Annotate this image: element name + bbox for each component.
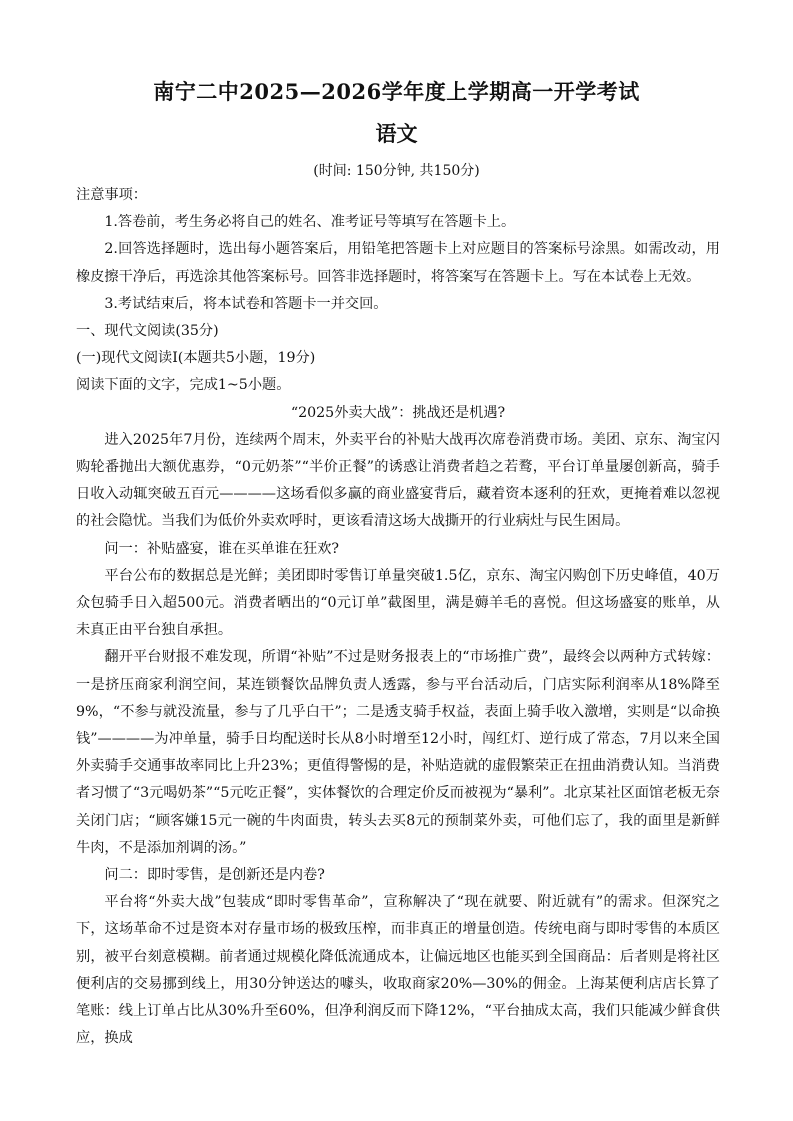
article-question-heading: 问一：补贴盛宴，谁在买单谁在狂欢? xyxy=(104,540,339,557)
article-paragraph: 平台将“外卖大战”包装成“即时零售革命”，宣称解决了“现在就要、附近就有”的需求。但深究之下，这场革命不过是资本对存量市场的极致压榨，而非真正的增量创造。传统电商与即时零售的本质区别，被平台刻意模糊。前者通过规模化降低流通成本，让偏远地区也能买到全国商品：后者则是将社区便利店的交易挪到线上，用30分钟送达的噱头，收取商家20%—30%的佣金。上海某便利店店长算了笔账：线上订单占比从30%升至60%，但净利润反而下降12%，“平台抽成太高，我们只能减少鲜食供应，换成 xyxy=(76,894,720,1047)
article-paragraph: 进入2025年7月份，连续两个周末，外卖平台的补贴大战再次席卷消费市场。美团、京东、淘宝闪购轮番抛出大额优惠券，“0元奶茶”“半价正餐”的诱惑让消费者趋之若鹜，平台订单量屡创新高，骑手日收入动辄突破五百元————这场看似多赢的商业盛宴背后，藏着资本逐利的狂欢，更掩着难以忽视的社会隐忧。当我们为低价外卖欢呼时，更该看清这场大战撕开的行业病灶与民生困局。 xyxy=(76,431,720,530)
section-heading: 一、现代文阅读(35分) xyxy=(76,323,219,340)
exam-title: 南宁二中2025—2026学年度上学期高一开学考试 xyxy=(153,79,640,104)
article-question-heading: 问二：即时零售，是创新还是内卷? xyxy=(104,867,325,884)
note-item-2: 2.回答选择题时，选出每小题答案后，用铅笔把答题卡上对应题目的答案标号涂黑。如需改动，用橡皮擦干净后，再选涂其他答案标号。回答非选择题时，将答案写在答题卡上。写在本试卷上无效。 xyxy=(76,241,720,285)
note-item-3: 3.考试结束后，将本试卷和答题卡一并交回。 xyxy=(104,295,388,312)
subject-title: 语文 xyxy=(375,121,418,146)
time-note: (时间: 150分钟, 共150分) xyxy=(313,163,480,179)
article-title: “2025外卖大战”：挑战还是机遇? xyxy=(290,404,506,421)
section-sub-heading: (一)现代文阅读Ⅰ(本题共5小题，19分) xyxy=(76,350,316,367)
section-instruction: 阅读下面的文字，完成1~5小题。 xyxy=(76,377,291,394)
notes-heading: 注意事项： xyxy=(76,187,147,203)
note-item-1: 1.答卷前，考生务必将自己的姓名、准考证号等填写在答题卡上。 xyxy=(104,214,516,231)
exam-body xyxy=(76,182,720,1053)
article-paragraph: 平台公布的数据总是光鲜；美团即时零售订单量突破1.5亿，京东、淘宝闪购创下历史峰值，40万众包骑手日入超500元。消费者晒出的“0元订单”截图里，满是薅羊毛的喜悦。但这场盛宴的账单，从未真正由平台独自承担。 xyxy=(76,567,720,639)
article-paragraph: 翻开平台财报不难发现，所谓“补贴”不过是财务报表上的“市场推广费”，最终会以两种方式转嫁：一是挤压商家利润空间，某连锁餐饮品牌负责人透露，参与平台活动后，门店实际利润率从18%降至9%，“不参与就没流量，参与了几乎白干”；二是透支骑手权益，表面上骑手收入激增，实则是“以命换钱”————为冲单量，骑手日均配送时长从8小时增至12小时，闯红灯、逆行成了常态，7月以来全国外卖骑手交通事故率同比上升23%；更值得警惕的是，补贴造就的虚假繁荣正在扭曲消费认知。当消费者习惯了“3元喝奶茶”“5元吃正餐”，实体餐饮的合理定价反而被视为“暴利”。北京某社区面馆老板无奈关闭门店；“顾客嫌15元一碗的牛肉面贵，转头去买8元的预制菜外卖，可他们忘了，我的面里是新鲜牛肉，不是添加剂调的汤。” xyxy=(76,649,720,856)
